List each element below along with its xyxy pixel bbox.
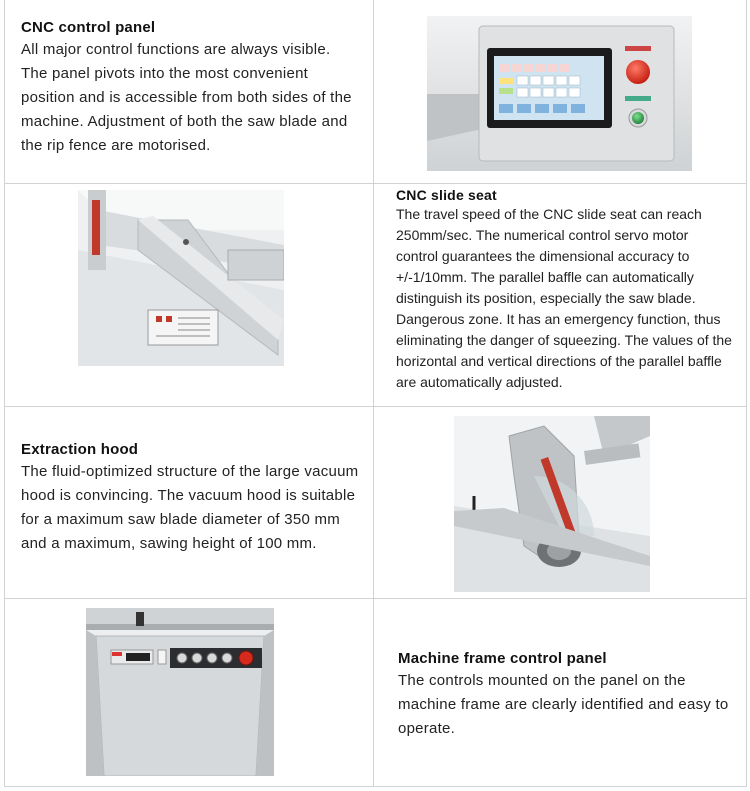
feature-row-cnc-control-panel: [5, 0, 747, 184]
feature-description: The controls mounted on the panel on the machine frame are clearly identified and easy to operate.: [398, 672, 729, 737]
text-cell: [5, 407, 374, 599]
feature-row-extraction-hood: [5, 407, 747, 599]
feature-title: CNC slide seat: [396, 187, 497, 203]
feature-row-cnc-slide-seat: [5, 184, 747, 407]
feature-description: All major control functions are always visible. The panel pivots into the most convenient position and is accessible from both sides of the machine. Adjustment of both the saw blade and the rip fence are motorised.: [21, 41, 352, 154]
slide-seat-rip-fence-photo: [78, 190, 284, 366]
feature-table: [4, 0, 747, 787]
feature-title: Extraction hood: [21, 441, 139, 458]
feature-row-machine-frame-control-panel: [5, 599, 747, 787]
touchscreen-control-panel-photo: [427, 16, 692, 171]
table-bottom-border: [4, 786, 746, 787]
text-cell: [5, 0, 374, 184]
image-cell: [374, 407, 747, 599]
text-cell: [374, 599, 747, 787]
image-cell: [5, 184, 374, 407]
image-cell: [5, 599, 374, 787]
feature-description: The fluid-optimized structure of the large vacuum hood is convincing. The vacuum hood is suitable for a maximum saw blade diameter of 350 mm and a maximum, sawing height of 100 mm.: [21, 463, 359, 552]
feature-title: Machine frame control panel: [398, 650, 607, 667]
feature-description: The travel speed of the CNC slide seat can reach 250mm/sec. The numerical control servo motor control guarantees the dimensional accuracy to +/-1/10mm. The parallel baffle can automatically distinguish its position, especially the saw blade. Dangerous zone. It has an emergency function, thus eliminating the danger of squeezing. The values of the horizontal and vertical directions of the parallel baffle are automatically adjusted.: [396, 206, 732, 390]
image-cell: [374, 0, 747, 184]
feature-title: CNC control panel: [21, 19, 156, 36]
extraction-hood-photo: [454, 416, 650, 592]
text-cell: [374, 184, 747, 407]
machine-frame-panel-photo: [86, 608, 274, 776]
